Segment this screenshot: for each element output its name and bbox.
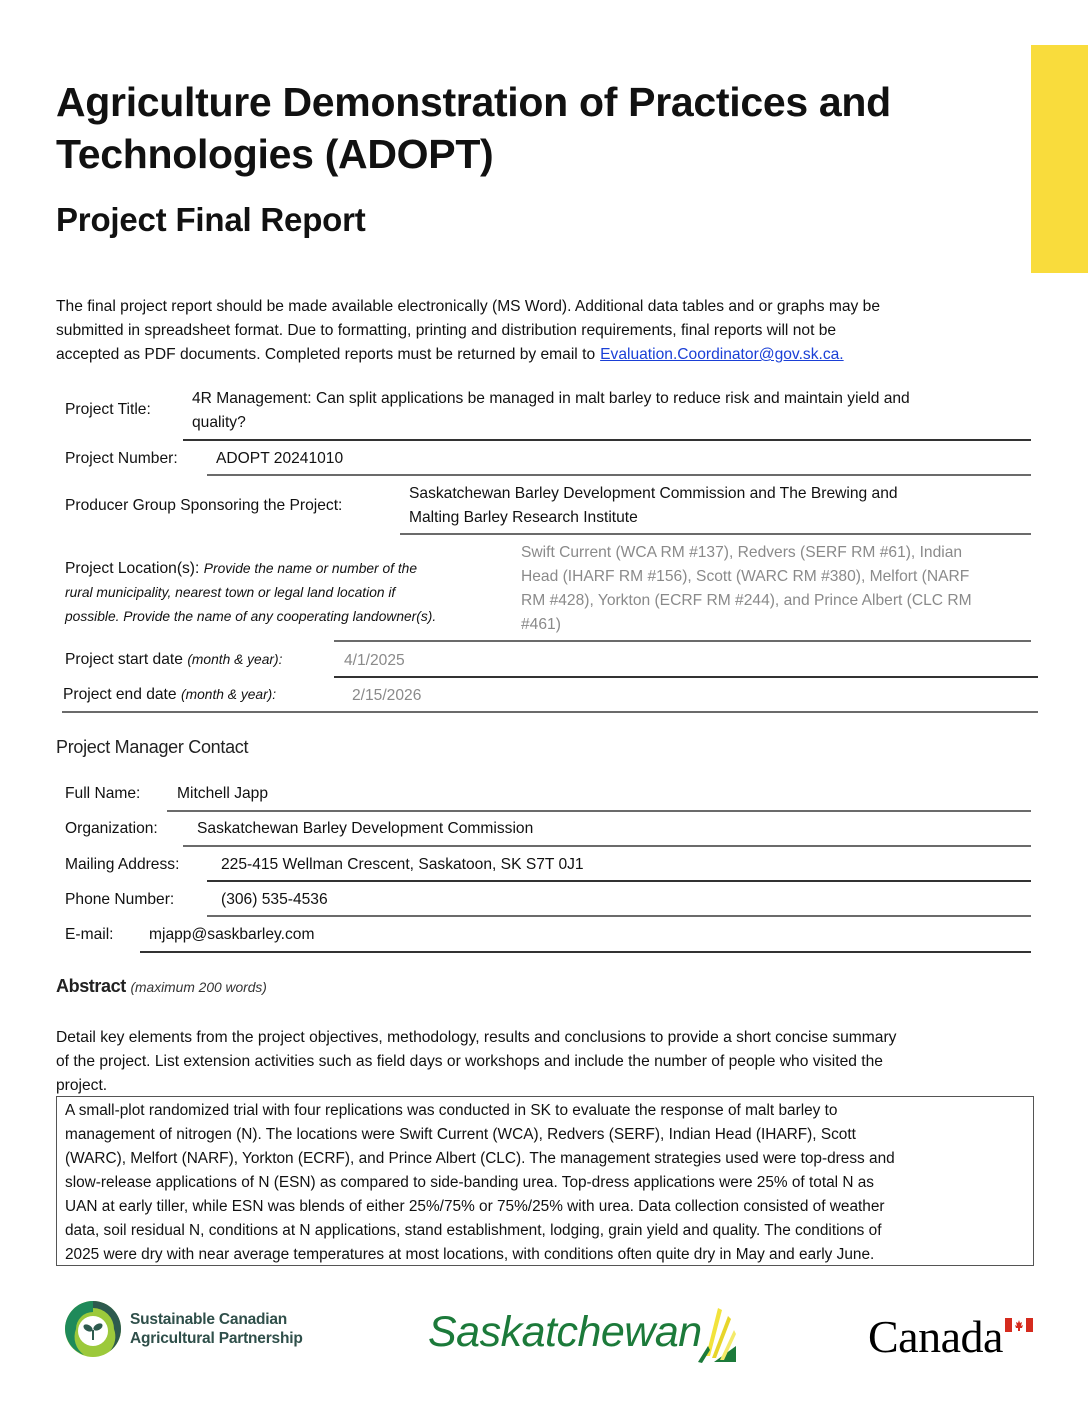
email-label: E-mail: <box>65 926 114 943</box>
saskatchewan-logo <box>428 1302 748 1372</box>
divider <box>183 439 1031 441</box>
location-line: #461) <box>521 616 561 633</box>
instruction-line: Detail key elements from the project objectives, methodology, results and conclusions to provide a short concise summary <box>56 1029 897 1046</box>
sponsor-line: Malting Barley Research Institute <box>409 509 638 526</box>
location-value[interactable] <box>521 541 1031 637</box>
start-date-label <box>65 651 282 669</box>
organization-value[interactable]: Saskatchewan Barley Development Commission <box>197 820 534 837</box>
sponsor-label: Producer Group Sponsoring the Project: <box>65 497 343 514</box>
divider <box>140 951 1031 953</box>
yellow-accent-bar <box>1031 45 1088 273</box>
intro-line: submitted in spreadsheet format. Due to formatting, printing and distribution requirements, final reports will not be <box>56 322 837 339</box>
abstract-line: (WARC), Melfort (NARF), Yorkton (ECRF), and Prince Albert (CLC). The management strategies used were top-dress and <box>65 1150 895 1167</box>
sponsor-value[interactable] <box>409 482 1029 530</box>
saskatchewan-wordmark: Saskatchewan <box>428 1308 702 1356</box>
mailing-address-label: Mailing Address: <box>65 856 180 873</box>
divider <box>334 640 1031 642</box>
scap-wordmark <box>130 1310 303 1348</box>
intro-text: accepted as PDF documents. Completed reports must be returned by email to <box>56 346 596 363</box>
scap-swirl-icon <box>64 1300 122 1358</box>
organization-label: Organization: <box>65 820 158 837</box>
abstract-text-box[interactable] <box>56 1096 1034 1266</box>
abstract-line: UAN at early tiller, while ESN was blends of either 25%/75% or 75%/25% with urea. Data collection consisted of weather <box>65 1198 885 1215</box>
full-name-value[interactable]: Mitchell Japp <box>177 785 269 802</box>
evaluation-email-link[interactable]: Evaluation.Coordinator@gov.sk.ca. <box>600 346 844 363</box>
full-name-label: Full Name: <box>65 785 141 802</box>
divider <box>334 676 1038 678</box>
canadian-flag-icon <box>1005 1318 1033 1332</box>
start-date-text: Project start date <box>65 651 183 668</box>
abstract-hint: (maximum 200 words) <box>130 980 267 995</box>
divider <box>207 880 1031 882</box>
end-date-text: Project end date <box>63 686 177 703</box>
start-date-hint: (month & year): <box>187 652 283 667</box>
wheat-sheaf-icon <box>696 1306 740 1366</box>
abstract-heading <box>56 976 267 997</box>
instruction-line: project. <box>56 1077 108 1094</box>
abstract-line: management of nitrogen (N). The locations were Swift Current (WCA), Redvers (SERF), Indian Head (IHARF), Scott <box>65 1126 856 1143</box>
divider <box>207 474 1031 476</box>
project-title-value[interactable] <box>192 387 1032 435</box>
title-line-1: Agriculture Demonstration of Practices and <box>56 79 891 125</box>
project-title-line: 4R Management: Can split applications be managed in malt barley to reduce risk and maintain yield and <box>192 390 910 407</box>
abstract-line: data, soil residual N, conditions at N applications, stand establishment, lodging, grain yield and quality. The conditions of <box>65 1222 882 1239</box>
location-line: Head (IHARF RM #156), Scott (WARC RM #380), Melfort (NARF <box>521 568 970 585</box>
intro-paragraph <box>56 295 1036 367</box>
divider <box>183 845 1031 847</box>
start-date-value[interactable]: 4/1/2025 <box>344 652 405 669</box>
abstract-line: 2025 were dry with near average temperatures at most locations, with conditions often quite dry in May and early June. <box>65 1246 875 1263</box>
project-number-label: Project Number: <box>65 450 178 467</box>
divider <box>167 810 1031 812</box>
intro-line <box>56 343 1036 367</box>
instruction-line: of the project. List extension activities such as field days or workshops and include the number of people who visited the <box>56 1053 883 1070</box>
abstract-line: slow-release applications of N (ESN) as compared to side-banding urea. Top-dress applications were 25% of total N as <box>65 1174 874 1191</box>
scap-logo <box>64 1300 324 1360</box>
scap-line: Sustainable Canadian <box>130 1311 288 1328</box>
abstract-instructions <box>56 1026 1036 1098</box>
location-line: Swift Current (WCA RM #137), Redvers (SERF RM #61), Indian <box>521 544 963 561</box>
abstract-line: A small-plot randomized trial with four replications was conducted in SK to evaluate the response of malt barley to <box>65 1102 838 1119</box>
document-subtitle: Project Final Report <box>56 201 366 238</box>
project-number-value[interactable]: ADOPT 20241010 <box>216 450 344 467</box>
project-title-line: quality? <box>192 414 246 431</box>
canada-wordmark-logo <box>868 1310 1038 1370</box>
mailing-address-value[interactable]: 225-415 Wellman Crescent, Saskatoon, SK S7T 0J1 <box>221 856 584 873</box>
divider <box>400 533 1031 535</box>
scap-line: Agricultural Partnership <box>130 1330 303 1347</box>
location-hint: rural municipality, nearest town or legal land location if <box>65 585 396 600</box>
email-value[interactable]: mjapp@saskbarley.com <box>149 926 315 943</box>
end-date-hint: (month & year): <box>181 687 277 702</box>
intro-line: The final project report should be made available electronically (MS Word). Additional data tables and or graphs may be <box>56 298 881 315</box>
canada-wordmark: Canada <box>868 1311 1003 1362</box>
end-date-value[interactable]: 2/15/2026 <box>352 687 422 704</box>
sponsor-line: Saskatchewan Barley Development Commission and The Brewing and <box>409 485 898 502</box>
location-hint: Provide the name or number of the <box>203 561 418 576</box>
divider <box>207 915 1031 917</box>
abstract-title: Abstract <box>56 976 126 996</box>
phone-label: Phone Number: <box>65 891 175 908</box>
document-title <box>56 76 891 180</box>
title-line-2: Technologies (ADOPT) <box>56 131 494 177</box>
divider <box>62 711 1038 713</box>
phone-value[interactable]: (306) 535-4536 <box>221 891 328 908</box>
location-label-block <box>65 557 515 629</box>
contact-heading: Project Manager Contact <box>56 737 249 757</box>
project-title-label: Project Title: <box>65 401 151 418</box>
end-date-label <box>63 686 276 704</box>
location-label: Project Location(s): <box>65 560 200 577</box>
location-hint: possible. Provide the name of any cooperating landowner(s). <box>65 609 437 624</box>
location-line: RM #428), Yorkton (ECRF RM #244), and Prince Albert (CLC RM <box>521 592 972 609</box>
